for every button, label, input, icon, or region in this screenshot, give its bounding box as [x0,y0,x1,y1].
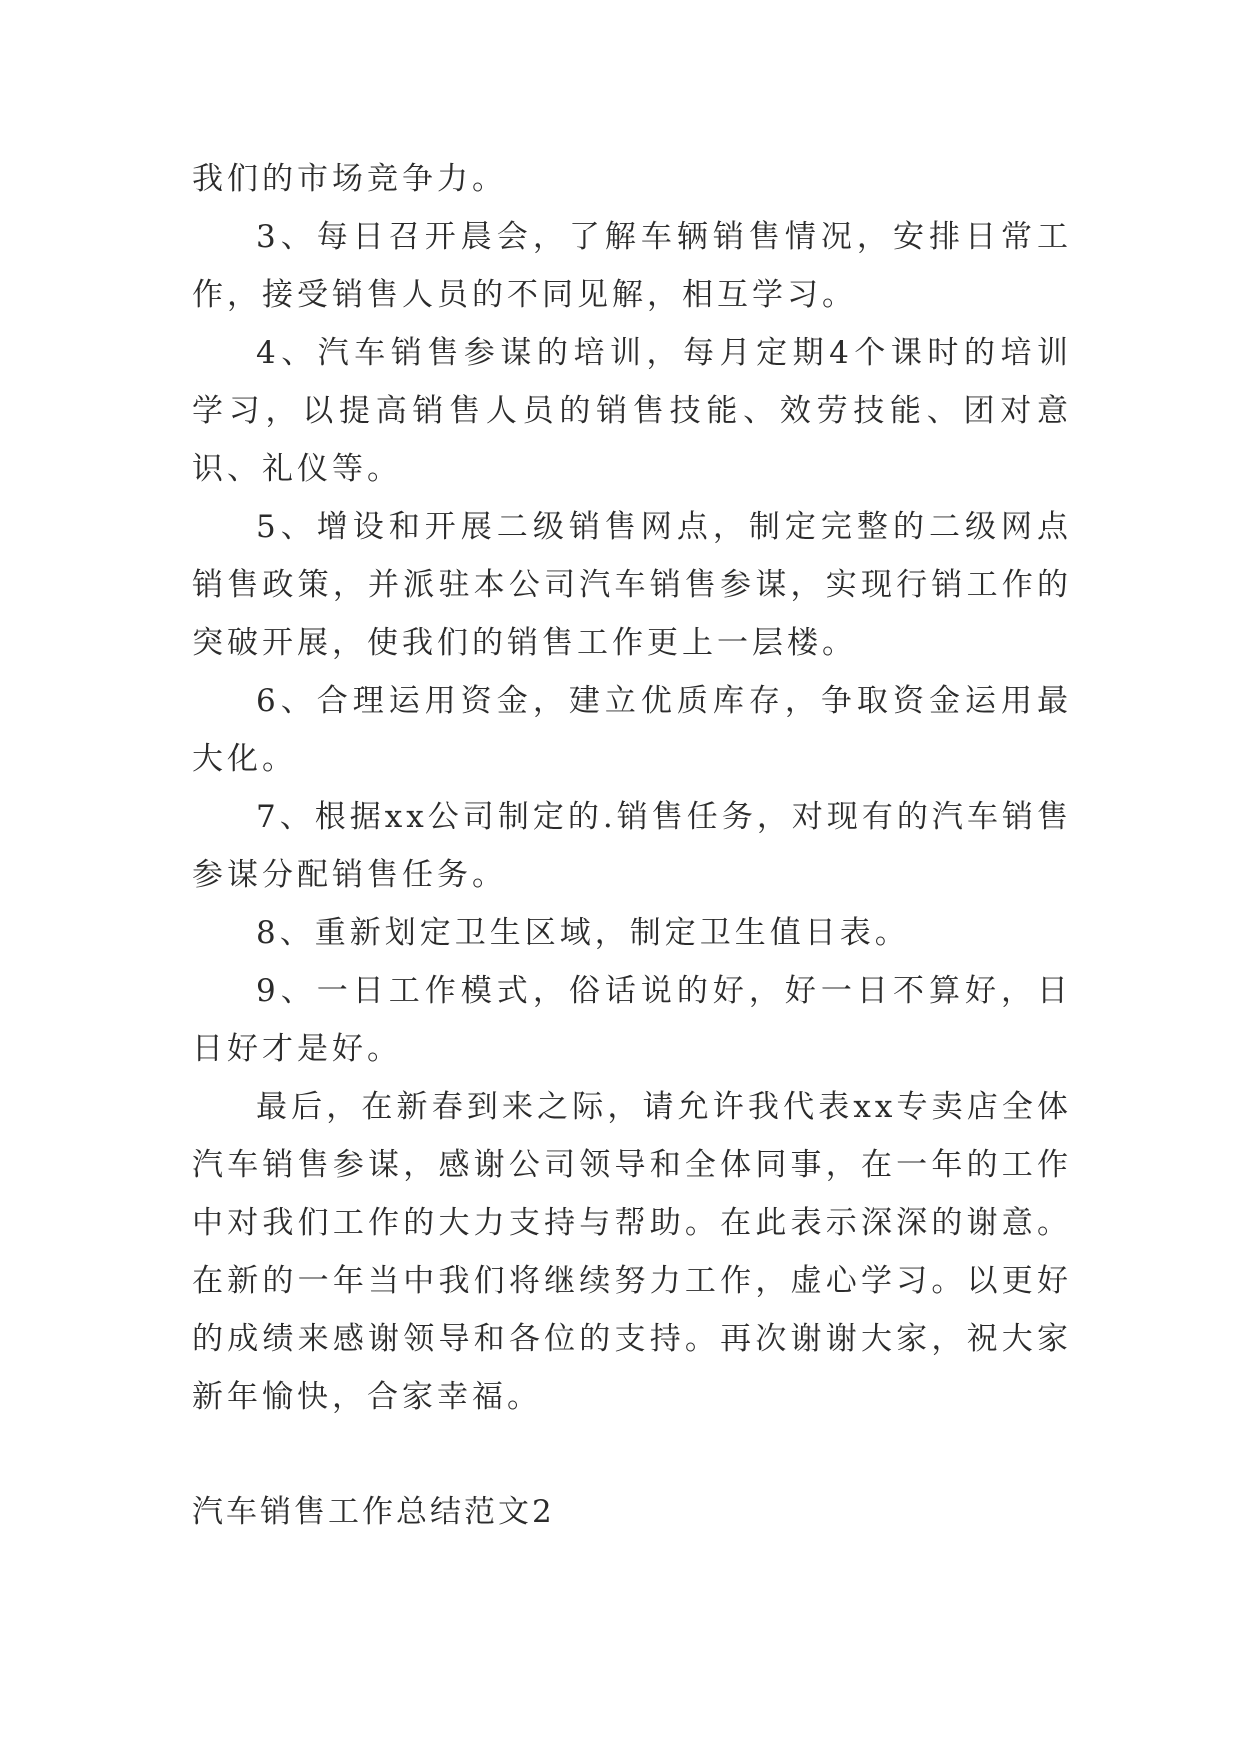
section-heading: 汽车销售工作总结范文2 [192,1494,555,1530]
paragraph-closing: 最后，在新春到来之际，请允许我代表xx专卖店全体汽车销售参谋，感谢公司领导和全体同事，在一年的工作中对我们工作的大力支持与帮助。在此表示深深的谢意。在新的一年当中我们将继续努力工作，虚心学习。以更好的成绩来感谢领导和各位的支持。再次谢谢大家，祝大家新年愉快，合家幸福。 [192,1089,1072,1415]
paragraph-item-4: 4、汽车销售参谋的培训，每月定期4个课时的培训学习，以提高销售人员的销售技能、效劳技能、团对意识、礼仪等。 [192,335,1072,487]
paragraph-item-8: 8、重新划定卫生区域，制定卫生值日表。 [256,915,910,951]
paragraph-item-3: 3、每日召开晨会，了解车辆销售情况，安排日常工作，接受销售人员的不同见解，相互学习。 [192,219,1072,313]
document-body [192,150,1072,1541]
paragraph-item-9: 9、一日工作模式，俗话说的好，好一日不算好，日日好才是好。 [192,973,1072,1067]
paragraph-intro: 我们的市场竞争力。 [192,161,507,197]
paragraph-item-7: 7、根据xx公司制定的.销售任务，对现有的汽车销售参谋分配销售任务。 [192,799,1072,893]
paragraph-item-5: 5、增设和开展二级销售网点，制定完整的二级网点销售政策，并派驻本公司汽车销售参谋，实现行销工作的突破开展，使我们的销售工作更上一层楼。 [192,509,1072,661]
paragraph-item-6: 6、合理运用资金，建立优质库存，争取资金运用最大化。 [192,683,1072,777]
